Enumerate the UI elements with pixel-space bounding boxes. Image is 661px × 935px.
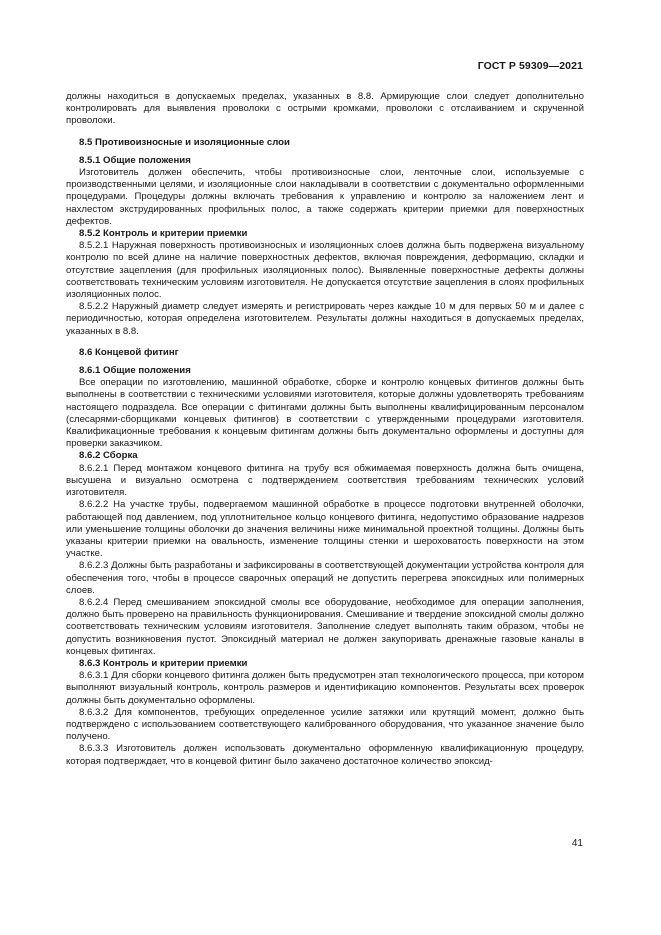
subsection-heading: 8.6.2 Сборка [79, 450, 138, 462]
section-heading: 8.5 Противоизносные и изоляционные слои [79, 136, 290, 148]
paragraph: 8.5.2.1 Наружная поверхность противоизносных и изоляционных слоев должна быть подвержена визуальному контролю по всей длине на наличие поверхностных дефектов, включая повреждения, деформацию, складки и отсутствие зацепления (для профильных изоляционных полос). Выявленные поверхностные дефекты должны соответствовать техническим условиям изготовителя. Не допускается отсутствие зацепления в слоях профильных изоляционных полос. [66, 240, 584, 301]
paragraph: 8.6.2.3 Должны быть разработаны и зафиксированы в соответствующей документации устройства контроля для обеспечения того, чтобы в процессе сварочных операций не допустить перегрева эпоксидных или полимерных слоев. [66, 560, 584, 596]
page-number: 41 [571, 838, 583, 849]
paragraph: 8.6.3.1 Для сборки концевого фитинга должен быть предусмотрен этап технологического процесса, при котором выполняют визуальный контроль, контроль размеров и идентификацию компонентов. Результаты всех проверок должны быть документально оформлены. [66, 670, 584, 706]
subsection-heading: 8.5.2 Контроль и критерии приемки [79, 228, 248, 240]
document-code: ГОСТ Р 59309—2021 [477, 60, 583, 72]
subsection-heading: 8.6.1 Общие положения [79, 365, 191, 377]
paragraph: 8.6.3.3 Изготовитель должен использовать документально оформленную квалификационную процедуру, которая подтверждает, что в концевой фитинг было закачено достаточное количество эпоксид- [66, 743, 584, 767]
paragraph: Изготовитель должен обеспечить, чтобы противоизносные слои, ленточные слои, используемые с производственными целями, и изоляционные слои накладывали в соответствии с документально оформленными процедурами. Процедуры должны включать требования к управлению и контролю за наложением лент и нахлестом экструдированных профильных полос, а также содержать критерии приемки для поверхностных дефектов. [66, 167, 584, 227]
subsection-heading: 8.5.1 Общие положения [79, 154, 191, 166]
paragraph: 8.5.2.2 Наружный диаметр следует измерять и регистрировать через каждые 10 м для первых 50 м и далее с периодичностью, которая определена изготовителем. Результаты должны находиться в допускаемых пределах, указанных в 8.8. [66, 301, 584, 337]
paragraph: 8.6.2.4 Перед смешиванием эпоксидной смолы все оборудование, необходимое для операции заполнения, должно быть проверено на правильность функционирования. Смешивание и твердение эпоксидной смолы должно соответствовать техническим условиям изготовителя. Заполнение следует выполнять таким образом, чтобы не допустить возникновения пустот. Эпоксидный материал не должен закупоривать дренажные газовые каналы в концевых фитингах. [66, 596, 584, 657]
paragraph: должны находиться в допускаемых пределах, указанных в 8.8. Армирующие слои следует дополнительно контролировать для выявления проволоки с острыми кромками, проволоки с отслаиванием и скрученной проволоки. [66, 91, 584, 127]
section-heading: 8.6 Концевой фитинг [79, 346, 179, 358]
paragraph: 8.6.3.2 Для компонентов, требующих определенное усилие затяжки или крутящий момент, должно быть подтверждено с использованием соответствующего калиброванного оборудования, что указанное значение было получено. [66, 706, 584, 743]
paragraph: 8.6.2.2 На участке трубы, подвергаемом машинной обработке в процессе подготовки внутренней оболочки, работающей под давлением, под уплотнительное кольцо концевого фитинга, недопустимо образование надрезов или уменьшение толщины оболочки до значения величины ниже минимальной проектной толщины. Должны быть указаны критерии приемки на овальность, изменение толщины стенки и шероховатость поверхности на этом участке. [66, 499, 584, 560]
document-body [66, 91, 584, 768]
subsection-heading: 8.6.3 Контроль и критерии приемки [79, 657, 248, 669]
paragraph: Все операции по изготовлению, машинной обработке, сборке и контролю концевых фитингов должны быть выполнены в соответствии с техническими условиями изготовителя, которые должны удовлетворять требованиям настоящего подраздела. Все операции с фитингами должны быть выполнены квалифицированным персоналом (слесарями-сборщиками концевых фитингов) в соответствии с утвержденными процедурами изготовителя. Квалификационные требования к концевым фитингам должны быть документально оформлены и доступны для проверки заказчиком. [66, 377, 584, 450]
paragraph: 8.6.2.1 Перед монтажом концевого фитинга на трубу вся обжимаемая поверхность должна быть очищена, высушена и визуально осмотрена с подтверждением соответствия требованиям технических условий изготовителя. [66, 462, 584, 499]
